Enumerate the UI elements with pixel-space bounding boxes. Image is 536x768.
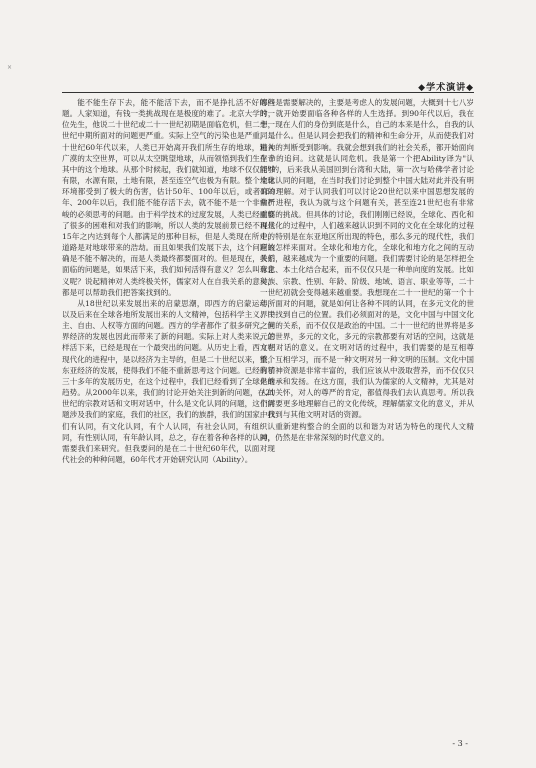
paragraph: 重新建构整合的全面的以和谐为对话为特色的现代人文精神，仍然是在非常深刻的时代意义的。 [260,421,474,442]
right-column [260,97,474,443]
header-rule [62,92,474,93]
page-number: - 3 - [452,739,468,748]
paragraph: 哪些是需要解决的，主要是考虑人的发展问题，大概到十七八岁时，就开始要面临各种各样的人生选择。到90年代以后，我在想，现在人们的身份到底是什么，自己的本来是什么，自我的认同是什么。但是认同会把我们的精神和生命分开，从而使我们对精神的判断受到影响。我就会想到我们的社会关系，都开始面向生命的追问。这就是认同危机。我是第一个把Ability译为"认同"的，后来我从美国回到台湾和大陆，第一次与哈佛学者讨论文化认同的问题，在当时我们讨论到整个中国大陆对此并没有明确的理解。对于认同我们可以讨论20世纪以来中国思想发展的曲折进程，我认为就与这个问题有关，甚至连21世纪也有非常重要的挑战。但具体的讨论，我们刚刚已经说，全球化、西化和现代化的过程中，人们越来越认识到不同的文化在全球化的过程中，特别是在东亚地区所出现的特色，那么多元的现代性，我们应该怎样来面对。全球化和地方化，全球化和地方化之间的互动关系，越来越成为一个重要的问题。我们需要讨论的是怎样把全球化、本土化结合起来，而不仅仅只是一种单向度的发展。比如种族、宗教、性别、年龄、阶级、地域、语言、职业等等，二十一世纪初就会变得越来越重要。我想现在二十一世纪的第一个十年所面对的问题，就是如何让各种不同的认同，在多元文化的世界中找到自己的位置。我们必须面对的是，文化中国与中国文化之间的关系，而不仅仅是政治的中国。二十一世纪的世界将是多元的世界，多元的文化，多元的宗教都要有对话的空间，这就是文明对话的意义。在文明对话的过程中，我们需要的是互相尊重，互相学习，而不是一种文明对另一种文明的压制。文化中国的精神资源是非常丰富的，我们应该从中汲取营养，而不仅仅只是继承和发扬。在这方面，我们认为儒家的人文精神，尤其是对人的关怀，对人的尊严的肯定，都值得我们去认真思考。所以我们需要更多地理解自己的文化传统，理解儒家文化的意义，并从中找到与其他文明对话的资源。 [260,98,474,420]
left-column [62,97,275,465]
paragraph: 能不能生存下去，能不能活下去，而不是挣扎活不好的问题。人家知道，有钱一类挑战现在是极度的难了。北京大学的一位先生，他说二十世纪或二十一世纪初期是面临危机，但二十一世纪中期所面对的问题更严重。实际上空气的污染也是严重，二十世纪60年代以来，人类已开始离开我们所生存的地球，进入广漠的太空世界，可以从太空眺望地球，从而领悟到我们生存于其中的这个地球。从那个时候起，我们就知道，地球不仅仅能够有限，水源有限，土地有限，甚至连空气也极为有限。整个地球环境都受到了极大的伤害，估计50年、100年以后，或者150年、200年以后，我们能不能存活下去，就不能不是一个非常严峻的必须思考的问题。由于科学技术的过度发展，人类已经面临了很多的困难和对我们的影响，所以人类的发展前景已经不再是15年之内达到每个人都满足的那种目标，但是人类现在所走的道路是对地球带来的浩劫。而且如果我们发展下去，这个问题的确是不能不解决的，而是人类最终都要面对的。但是现在，我们面临的问题是，如果活下来，我们如何活得有意义？怎么叫有意义呢？说起精神对人类终极关怀，儒家对人在自我关系的意义，都是可以帮助我们把答案找到的。 [62,98,275,297]
section-header: ◆学术演讲◆ [418,83,474,93]
margin-mark: × [7,64,13,71]
paragraph: 从18世纪以来发展出来的启蒙思潮，即西方的启蒙运动，以及后来在全球各地所发展出来的人文精神，包括科学主义、民主、自由、人权等方面的问题。西方的学者都作了很多研究，世界经济的发展也因此而带来了新的问题。实际上对人类来说，怎样活下来，已经是现在一个最突出的问题。从历史上看，西方在现代化的进程中，是以经济为主导的，但是二十世纪以来，整个东亚经济的发展，使得我们不能不重新思考这个问题。已经有了三十多年的发展历史，在这个过程中，我们已经看到了全球化的趋势。从2000年以来，我们的讨论开始关注到新的问题，在21世纪的宗教对话和文明对话中，什么是文化认同的问题，这个问题涉及我们的家庭，我们的社区，我们的族群，我们的国家。我们有认同，有文化认同，有个人认同，有社会认同，有组织认同，有性别认同，有年龄认同，总之，存在着各种各样的认同，需要我们来研究。但我要问的是在二十世纪60年代，以面对现代社会的种种问题，60年代才开始研究认同（Ability）。 [62,298,275,464]
